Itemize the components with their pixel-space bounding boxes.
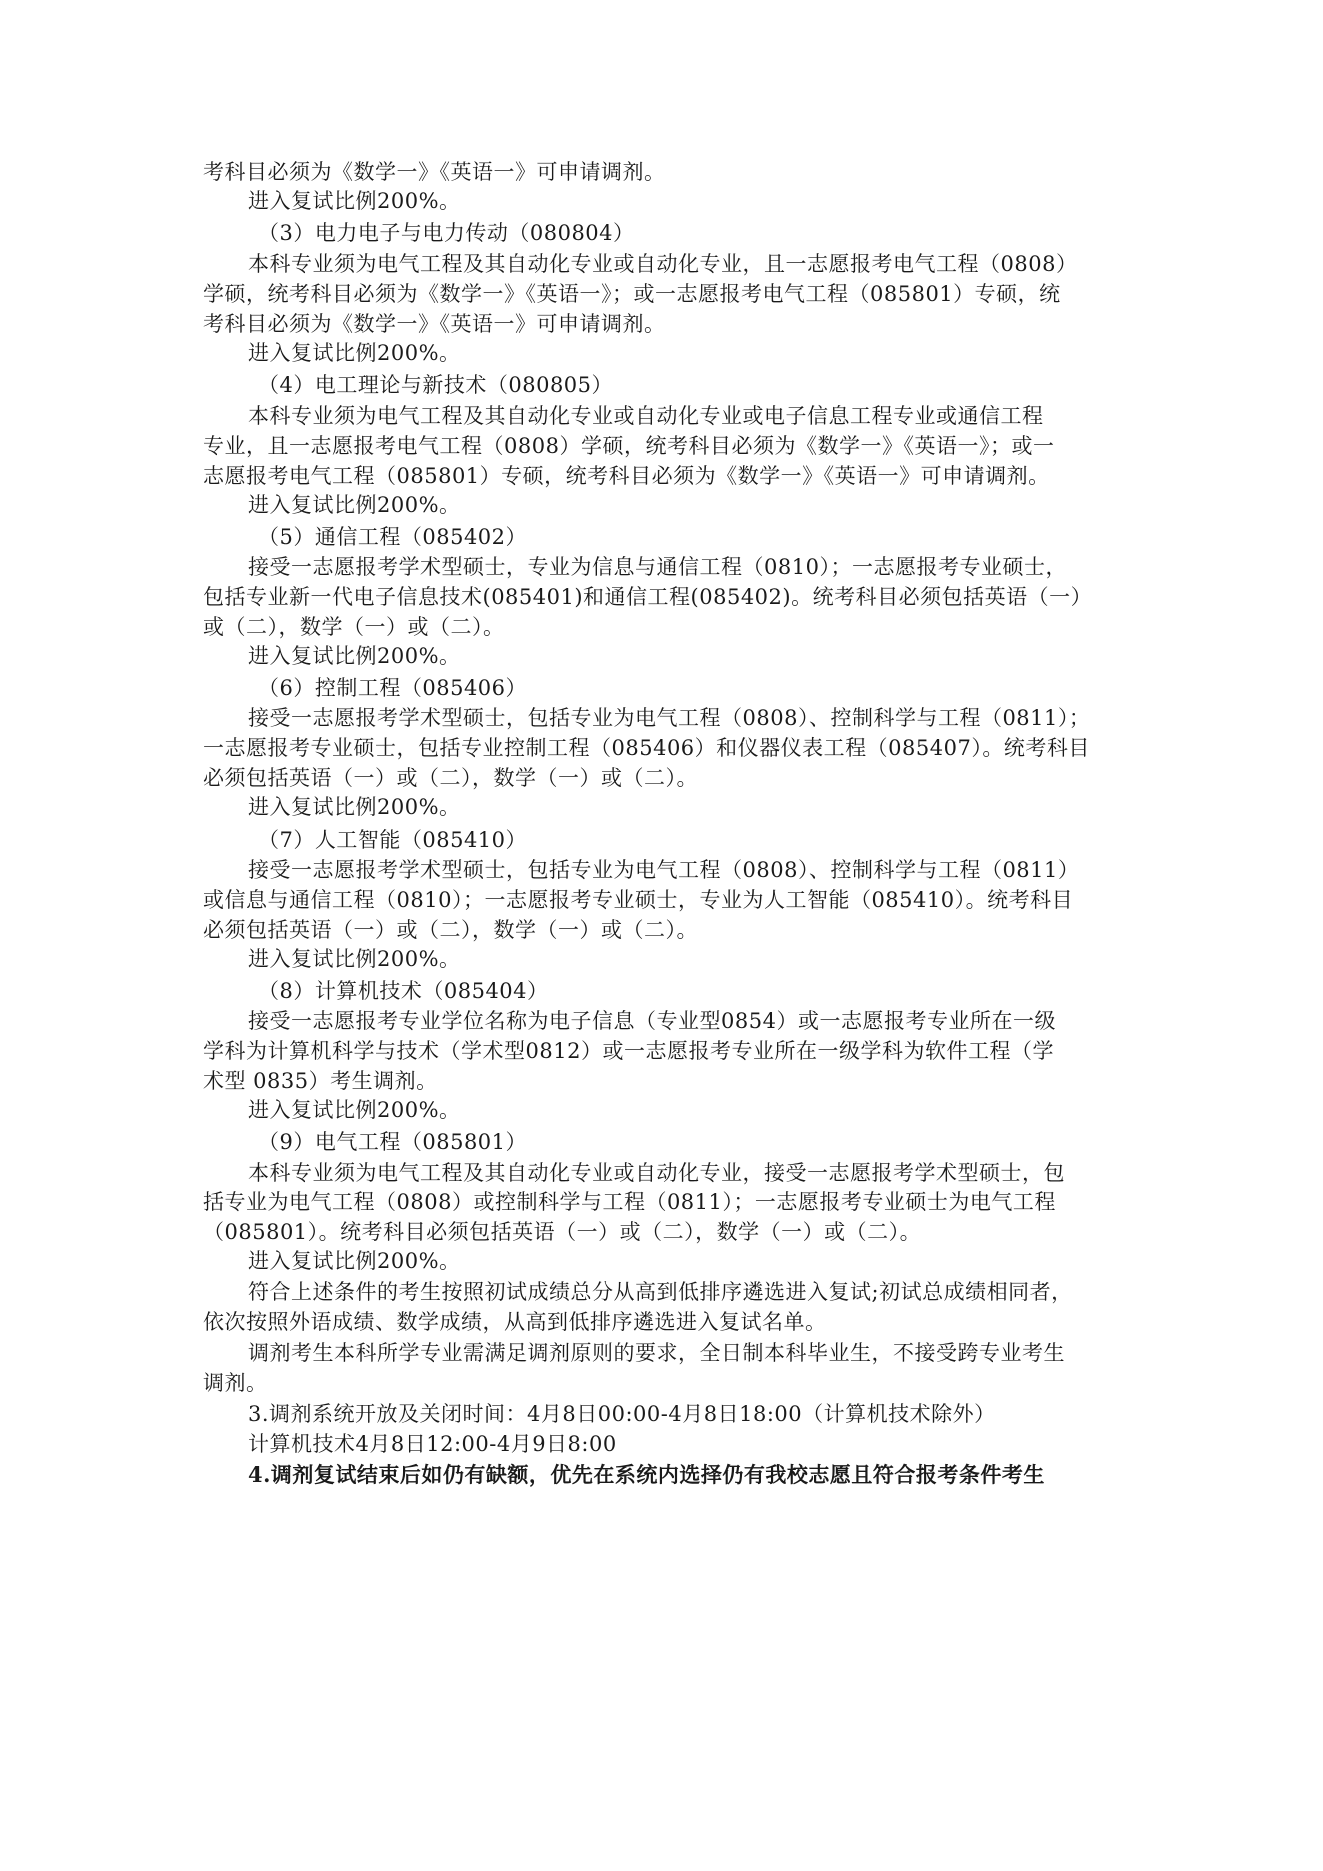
text-line: 调剂考生本科所学专业需满足调剂原则的要求，全日制本科毕业生，不接受跨专业考生 xyxy=(248,1341,1065,1365)
text-line: 接受一志愿报考学术型硕士，包括专业为电气工程（0808）、控制科学与工程（0811）； xyxy=(248,706,1091,730)
text-line: 调剂。 xyxy=(203,1371,268,1395)
section-heading: （7）人工智能（085410） xyxy=(258,828,528,852)
text-line: 进入复试比例200%。 xyxy=(248,1098,461,1122)
text-line: 进入复试比例200%。 xyxy=(248,493,461,517)
text-line: 计算机技术4月8日12:00-4月9日8:00 xyxy=(248,1432,617,1456)
text-line: 进入复试比例200%。 xyxy=(248,189,461,213)
text-line: 括专业为电气工程（0808）或控制科学与工程（0811）；一志愿报考专业硕士为电气工程 xyxy=(203,1190,1056,1214)
text-line: 3.调剂系统开放及关闭时间：4月8日00:00-4月8日18:00（计算机技术除外） xyxy=(248,1402,996,1426)
text-line: 进入复试比例200%。 xyxy=(248,795,461,819)
text-line: 志愿报考电气工程（085801）专硕，统考科目必须为《数学一》《英语一》可申请调剂。 xyxy=(203,464,1050,488)
text-line: 接受一志愿报考学术型硕士，专业为信息与通信工程（0810）；一志愿报考专业硕士， xyxy=(248,555,1067,579)
text-line: 包括专业新一代电子信息技术(085401)和通信工程(085402)。统考科目必须包括英语（一） xyxy=(203,585,1093,609)
text-line: 学科为计算机科学与技术（学术型0812）或一志愿报考专业所在一级学科为软件工程（学 xyxy=(203,1039,1054,1063)
text-line: 本科专业须为电气工程及其自动化专业或自动化专业，且一志愿报考电气工程（0808） xyxy=(248,252,1078,276)
text-line: 进入复试比例200%。 xyxy=(248,341,461,365)
text-line: 或（二），数学（一）或（二）。 xyxy=(203,615,505,639)
text-line: 必须包括英语（一）或（二），数学（一）或（二）。 xyxy=(203,766,698,790)
section-heading: （5）通信工程（085402） xyxy=(258,525,528,549)
text-line: （085801）。统考科目必须包括英语（一）或（二），数学（一）或（二）。 xyxy=(203,1220,922,1244)
section-heading: （6）控制工程（085406） xyxy=(258,676,528,700)
text-line: 4.调剂复试结束后如仍有缺额，优先在系统内选择仍有我校志愿且符合报考条件考生 xyxy=(248,1462,1045,1487)
text-line: 考科目必须为《数学一》《英语一》可申请调剂。 xyxy=(203,312,666,336)
text-line: 专业，且一志愿报考电气工程（0808）学硕，统考科目必须为《数学一》《英语一》；或一 xyxy=(203,434,1055,458)
section-heading: （4）电工理论与新技术（080805） xyxy=(258,373,614,397)
text-line: 本科专业须为电气工程及其自动化专业或自动化专业或电子信息工程专业或通信工程 xyxy=(248,404,1044,428)
text-line: 术型 0835）考生调剂。 xyxy=(203,1069,438,1093)
text-line: 必须包括英语（一）或（二），数学（一）或（二）。 xyxy=(203,918,698,942)
text-line: 进入复试比例200%。 xyxy=(248,947,461,971)
text-line: 考科目必须为《数学一》《英语一》可申请调剂。 xyxy=(203,160,666,184)
section-heading: （8）计算机技术（085404） xyxy=(258,979,549,1003)
text-line: 进入复试比例200%。 xyxy=(248,1249,461,1273)
text-line: 一志愿报考专业硕士，包括专业控制工程（085406）和仪器仪表工程（085407）。统考科目 xyxy=(203,736,1090,760)
text-line: 本科专业须为电气工程及其自动化专业或自动化专业，接受一志愿报考学术型硕士，包 xyxy=(248,1161,1065,1185)
text-line: 符合上述条件的考生按照初试成绩总分从高到低排序遴选进入复试;初试总成绩相同者， xyxy=(248,1280,1073,1304)
text-line: 依次按照外语成绩、数学成绩，从高到低排序遴选进入复试名单。 xyxy=(203,1310,827,1334)
section-heading: （9）电气工程（085801） xyxy=(258,1130,528,1154)
text-line: 学硕，统考科目必须为《数学一》《英语一》；或一志愿报考电气工程（085801）专硕，统 xyxy=(203,282,1061,306)
section-heading: （3）电力电子与电力传动（080804） xyxy=(258,221,635,245)
text-line: 或信息与通信工程（0810）；一志愿报考专业硕士，专业为人工智能（085410）。统考科目 xyxy=(203,888,1074,912)
text-line: 进入复试比例200%。 xyxy=(248,644,461,668)
text-line: 接受一志愿报考学术型硕士，包括专业为电气工程（0808）、控制科学与工程（0811） xyxy=(248,858,1080,882)
text-line: 接受一志愿报考专业学位名称为电子信息（专业型0854）或一志愿报考专业所在一级 xyxy=(248,1009,1056,1033)
